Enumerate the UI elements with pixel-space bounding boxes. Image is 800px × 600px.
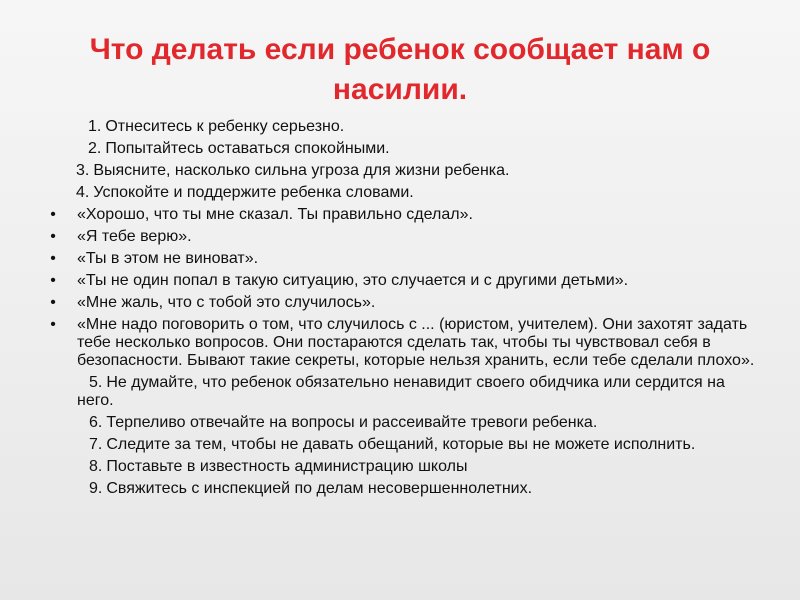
bullet-icon: •	[50, 316, 56, 333]
list-text: Поставьте в известность администрацию школы	[106, 458, 468, 475]
bullet-text: «Я тебе верю».	[77, 228, 192, 245]
list-number: 1.	[88, 118, 102, 135]
slide-title: Что делать если ребенок сообщает нам о насилии.	[89, 33, 711, 106]
bullet-item-5	[48, 294, 760, 312]
bullet-text: «Ты в этом не виноват».	[77, 250, 259, 267]
bullet-icon: •	[50, 250, 56, 267]
list-item-4	[48, 184, 760, 202]
list-text: Отнеситесь к ребенку серьезно.	[105, 118, 345, 135]
bullet-icon: •	[50, 294, 56, 311]
list-text-wrapper	[77, 436, 760, 454]
bullet-text: «Ты не один попал в такую ситуацию, это случается и с другими детьми».	[77, 272, 629, 289]
list-text: Успокойте и поддержите ребенка словами.	[93, 184, 414, 201]
list-number: 4.	[76, 184, 90, 201]
list-text: Не думайте, что ребенок обязательно ненавидит своего обидчика или сердится на него.	[77, 374, 725, 409]
bullet-text: «Хорошо, что ты мне сказал. Ты правильно сделал».	[77, 206, 473, 223]
bullet-item-4	[48, 272, 760, 290]
list-item-6	[48, 414, 760, 432]
bullet-icon: •	[50, 206, 56, 223]
list-number: 7.	[89, 436, 103, 453]
list-text: Следите за тем, чтобы не давать обещаний, которые вы не можете исполнить.	[106, 436, 696, 453]
list-number: 9.	[89, 480, 103, 497]
list-text-wrapper	[77, 458, 760, 476]
list-text: Выясните, насколько сильна угроза для жизни ребенка.	[93, 162, 510, 179]
bullet-icon: •	[50, 272, 56, 289]
list-text: Попытайтесь оставаться спокойными.	[105, 140, 390, 157]
list-item-8	[48, 458, 760, 476]
list-text-wrapper	[77, 374, 760, 410]
list-text: Терпеливо отвечайте на вопросы и рассеивайте тревоги ребенка.	[106, 414, 598, 431]
list-item-7	[48, 436, 760, 454]
list-text-wrapper	[77, 480, 760, 498]
bullet-item-2	[48, 228, 760, 246]
bullet-text: «Мне жаль, что с тобой это случилось».	[77, 294, 376, 311]
slide-content	[48, 118, 760, 502]
bullet-icon: •	[50, 228, 56, 245]
list-item-5	[48, 374, 760, 410]
bullet-item-3	[48, 250, 760, 268]
list-number: 3.	[76, 162, 90, 179]
list-number: 6.	[89, 414, 103, 431]
bullet-item-6	[48, 316, 760, 370]
list-item-3	[48, 162, 760, 180]
list-item-2	[48, 140, 760, 158]
list-text-wrapper	[77, 414, 760, 432]
list-item-9	[48, 480, 760, 498]
list-text: Свяжитесь с инспекцией по делам несовершеннолетних.	[106, 480, 533, 497]
list-number: 2.	[88, 140, 102, 157]
list-item-1	[48, 118, 760, 136]
list-number: 5.	[89, 374, 103, 391]
list-number: 8.	[89, 458, 103, 475]
bullet-text: «Мне надо поговорить о том, что случилось с ... (юристом, учителем). Они захотят задать тебе несколько вопросов. Они постараются сделать так, чтобы ты чувствовал себя в безопасности. Бывают такие секреты, которые нельзя хранить, если тебе сделали плохо».	[77, 316, 755, 369]
bullet-item-1	[48, 206, 760, 224]
